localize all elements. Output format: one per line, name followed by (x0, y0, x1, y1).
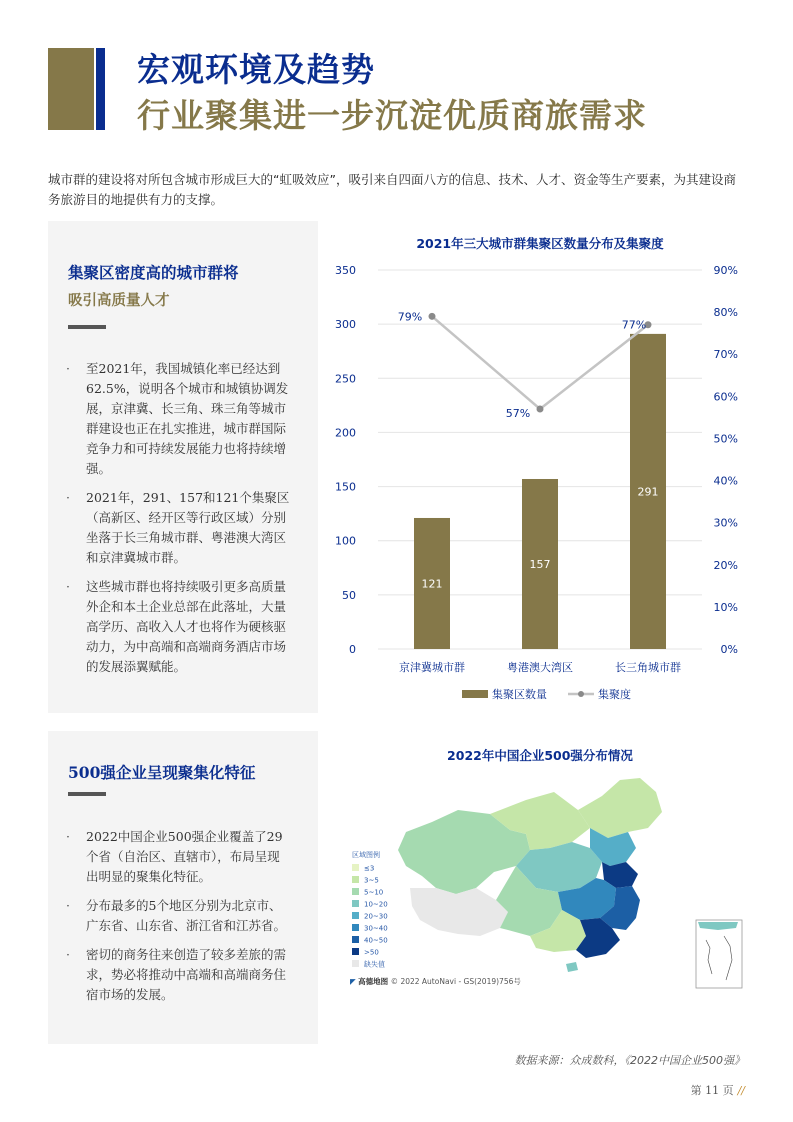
page-number (691, 1082, 745, 1098)
panel-clusters (48, 221, 318, 713)
map-brand: 高德地图 (358, 977, 389, 986)
y-left-tick-label: 350 (335, 264, 356, 277)
bar-data-label: 121 (421, 577, 443, 591)
cluster-bar-line-chart (330, 230, 750, 710)
page-number-text: 第 11 页 (690, 1084, 734, 1097)
legend-swatch-bar (462, 690, 488, 698)
map-credit-text: © 2022 AutoNavi - GS(2019)756号 (390, 977, 521, 986)
panel-clusters-subheading: 吸引高质量人才 (68, 292, 170, 309)
map-legend-swatch (352, 948, 359, 955)
panel-top500-bullets (62, 827, 292, 1014)
map-legend-swatch (352, 936, 359, 943)
y-right-tick-label: 30% (713, 516, 738, 530)
map-inset-frame (696, 920, 742, 988)
bullet-text: 分布最多的5个地区分别为北京市、广东省、山东省、浙江省和江苏省。 (86, 898, 287, 933)
y-right-tick-label: 50% (713, 432, 738, 446)
map-legend-label: 20~30 (364, 912, 388, 921)
list-item: · 这些城市群也将持续吸引更多高质量外企和本土企业总部在此落址，大量高学历、高收入人才也将作为硬核驱动力，为中高端和高端商务酒店市场的发展添翼赋能。 (66, 579, 287, 674)
line-point (537, 405, 544, 412)
panel-clusters-bullets (62, 359, 292, 686)
line-data-label: 79% (397, 310, 423, 324)
map-legend-label: 10~20 (364, 900, 388, 909)
panel-top500 (48, 731, 318, 1044)
y-right-tick-label: 70% (713, 348, 738, 362)
data-source: 数据来源：众成数科，《2022中国企业500强》 (514, 1054, 745, 1067)
map-legend-swatch (352, 912, 359, 919)
title-accent-gold (48, 48, 94, 130)
list-item: · 分布最多的5个地区分别为北京市、广东省、山东省、浙江省和江苏省。 (66, 898, 287, 933)
panel-top500-rule (68, 792, 106, 796)
legend-marker-line (578, 691, 584, 697)
map-region-hainan (566, 962, 578, 972)
bullet-text: 这些城市群也将持续吸引更多高质量外企和本土企业总部在此落址，大量高学历、高收入人才也将作为硬核驱动力，为中高端和高端商务酒店市场的发展添翼赋能。 (86, 579, 287, 674)
map-legend-swatch (352, 864, 359, 871)
title-accent-blue (96, 48, 105, 130)
map-credit (350, 976, 521, 987)
map-legend-label: 3~5 (364, 876, 379, 885)
map-legend-swatch (352, 876, 359, 883)
page-title: 宏观环境及趋势 (137, 50, 375, 89)
bar-data-label: 157 (529, 557, 551, 571)
bullet-text: 至2021年，我国城镇化率已经达到62.5%，说明各个城市和城镇协调发展，京津冀、长三角、珠三角等城市群建设也正在扎实推进，城市群国际竞争力和可持续发展能力也将持续增强。 (86, 361, 289, 476)
map-legend-label: ≤3 (364, 864, 375, 873)
bullet-text: 2021年，291、157和121个集聚区（高新区、经开区等行政区域）分别坐落于长三角城市群、粤港澳大湾区和京津冀城市群。 (86, 490, 290, 565)
bar-chart-title: 2021年三大城市群集聚区数量分布及集聚度 (416, 236, 664, 251)
line-data-label: 77% (621, 318, 647, 332)
x-tick-label: 粤港澳大湾区 (507, 661, 573, 674)
map-legend-swatch (352, 960, 359, 967)
map-legend-label: 5~10 (364, 888, 384, 897)
map-region-tibet (410, 888, 508, 936)
y-left-tick-label: 0 (349, 643, 356, 656)
map-legend-label: 40~50 (364, 936, 388, 945)
map-legend-swatch (352, 924, 359, 931)
y-right-tick-label: 20% (713, 558, 738, 572)
map-title: 2022年中国企业500强分布情况 (447, 748, 633, 763)
page-subtitle: 行业聚集进一步沉淀优质商旅需求 (137, 96, 647, 135)
list-item: · 2021年，291、157和121个集聚区（高新区、经开区等行政区域）分别坐落于长三角城市群、粤港澳大湾区和京津冀城市群。 (66, 490, 290, 565)
y-right-tick-label: 10% (713, 600, 738, 614)
map-legend-label: >50 (364, 948, 379, 957)
map-legend-title: 区域图例 (352, 851, 380, 859)
y-right-tick-label: 0% (720, 643, 738, 656)
y-right-tick-label: 90% (713, 264, 738, 277)
y-right-tick-label: 80% (713, 306, 738, 320)
list-item: · 2022中国企业500强企业覆盖了29个省（自治区、直辖市），布局呈现出明显的聚集化特征。 (66, 829, 283, 884)
line-point (429, 313, 436, 320)
map-legend-label: 缺失值 (364, 960, 385, 969)
line-series-path (432, 316, 648, 409)
map-legend-swatch (352, 888, 359, 895)
y-left-tick-label: 300 (335, 318, 356, 332)
y-left-tick-label: 150 (335, 480, 356, 494)
legend-label-line: 集聚度 (598, 688, 631, 701)
y-left-tick-label: 100 (335, 534, 356, 548)
panel-top500-heading: 500强企业呈现聚集化特征 (68, 763, 256, 782)
map-legend-swatch (352, 900, 359, 907)
bullet-text: 2022中国企业500强企业覆盖了29个省（自治区、直辖市），布局呈现出明显的聚集化特征。 (86, 829, 283, 884)
y-right-tick-label: 40% (713, 474, 738, 488)
intro-paragraph: 城市群的建设将对所包含城市形成巨大的“虹吸效应”，吸引来自四面八方的信息、技术、人才、资金等生产要素，为其建设商务旅游目的地提供有力的支撑。 (48, 172, 736, 207)
bar-data-label: 291 (637, 485, 659, 499)
y-left-tick-label: 200 (335, 426, 356, 440)
panel-clusters-rule (68, 325, 106, 329)
list-item: · 密切的商务往来创造了较多差旅的需求，势必将推动中高端和高端商务住宿市场的发展。 (66, 947, 287, 1002)
page-slashes: // (737, 1084, 745, 1097)
bullet-text: 密切的商务往来创造了较多差旅的需求，势必将推动中高端和高端商务住宿市场的发展。 (86, 947, 287, 1002)
line-data-label: 57% (505, 406, 531, 420)
y-left-tick-label: 50 (342, 588, 356, 602)
list-item: · 至2021年，我国城镇化率已经达到62.5%，说明各个城市和城镇协调发展，京津冀、长三角、珠三角等城市群建设也正在扎实推进，城市群国际竞争力和可持续发展能力也将持续增强。 (66, 361, 289, 476)
map-legend-label: 30~40 (364, 924, 388, 933)
map-legend (350, 848, 420, 988)
x-tick-label: 京津冀城市群 (399, 661, 465, 674)
y-right-tick-label: 60% (713, 390, 738, 404)
legend-label-bar: 集聚区数量 (492, 688, 547, 701)
x-tick-label: 长三角城市群 (615, 661, 681, 674)
panel-clusters-heading: 集聚区密度高的城市群将 (68, 263, 239, 282)
map-brand-icon: ◤ (350, 977, 356, 986)
y-left-tick-label: 250 (335, 372, 356, 386)
